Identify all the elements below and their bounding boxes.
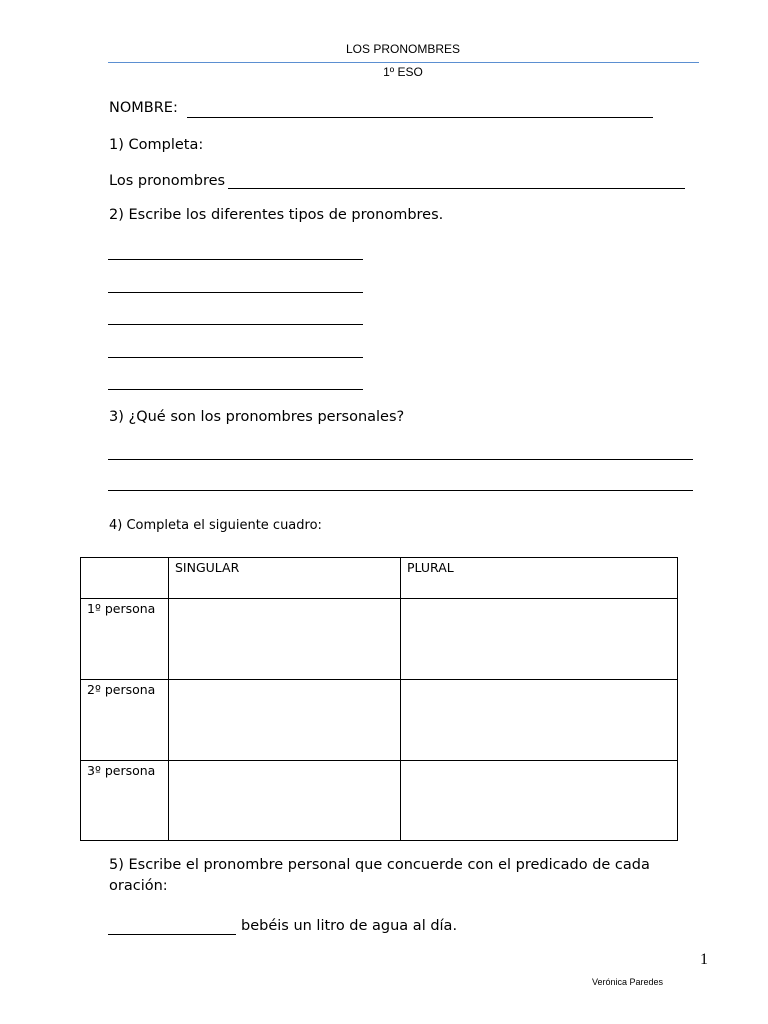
table-row bbox=[81, 680, 678, 761]
q1-heading: 1) Completa: bbox=[109, 137, 204, 153]
q2-answer-line bbox=[108, 292, 363, 293]
header-subtitle: 1º ESO bbox=[383, 65, 423, 79]
q4-heading: 4) Completa el siguiente cuadro: bbox=[109, 518, 322, 533]
q1-answer-line bbox=[228, 188, 685, 189]
q2-answer-line bbox=[108, 259, 363, 260]
table-header-cell: PLURAL bbox=[401, 558, 678, 599]
name-answer-line bbox=[187, 117, 653, 118]
q2-heading: 2) Escribe los diferentes tipos de pronombres. bbox=[109, 207, 444, 223]
table-cell bbox=[401, 761, 678, 841]
table-cell bbox=[169, 599, 401, 680]
q5-heading-line2: oración: bbox=[109, 878, 168, 894]
table-cell bbox=[401, 680, 678, 761]
table-row-label: 2º persona bbox=[81, 680, 169, 761]
table-row bbox=[81, 599, 678, 680]
q3-answer-line bbox=[108, 459, 693, 460]
table-header-cell bbox=[81, 558, 169, 599]
table-row-label: 3º persona bbox=[81, 761, 169, 841]
table-row bbox=[81, 761, 678, 841]
q2-answer-line bbox=[108, 389, 363, 390]
q1-prompt: Los pronombres bbox=[109, 173, 226, 189]
pronoun-table bbox=[80, 557, 678, 841]
header-divider bbox=[108, 62, 699, 63]
header-title: LOS PRONOMBRES bbox=[345, 42, 461, 56]
table-header-cell: SINGULAR bbox=[169, 558, 401, 599]
q5-answer-line bbox=[108, 934, 236, 935]
page-number: 1 bbox=[700, 951, 708, 968]
q5-sentence: bebéis un litro de agua al día. bbox=[241, 918, 458, 934]
q3-heading: 3) ¿Qué son los pronombres personales? bbox=[109, 409, 405, 425]
table-cell bbox=[169, 761, 401, 841]
table-cell bbox=[169, 680, 401, 761]
table-cell bbox=[401, 599, 678, 680]
q2-answer-line bbox=[108, 357, 363, 358]
q3-answer-line bbox=[108, 490, 693, 491]
footer-author: Verónica Paredes bbox=[592, 977, 664, 987]
q5-heading-line1: 5) Escribe el pronombre personal que concuerde con el predicado de cada bbox=[109, 857, 650, 873]
name-label: NOMBRE: bbox=[109, 100, 178, 116]
table-header-row bbox=[81, 558, 678, 599]
q2-answer-line bbox=[108, 324, 363, 325]
table-row-label: 1º persona bbox=[81, 599, 169, 680]
